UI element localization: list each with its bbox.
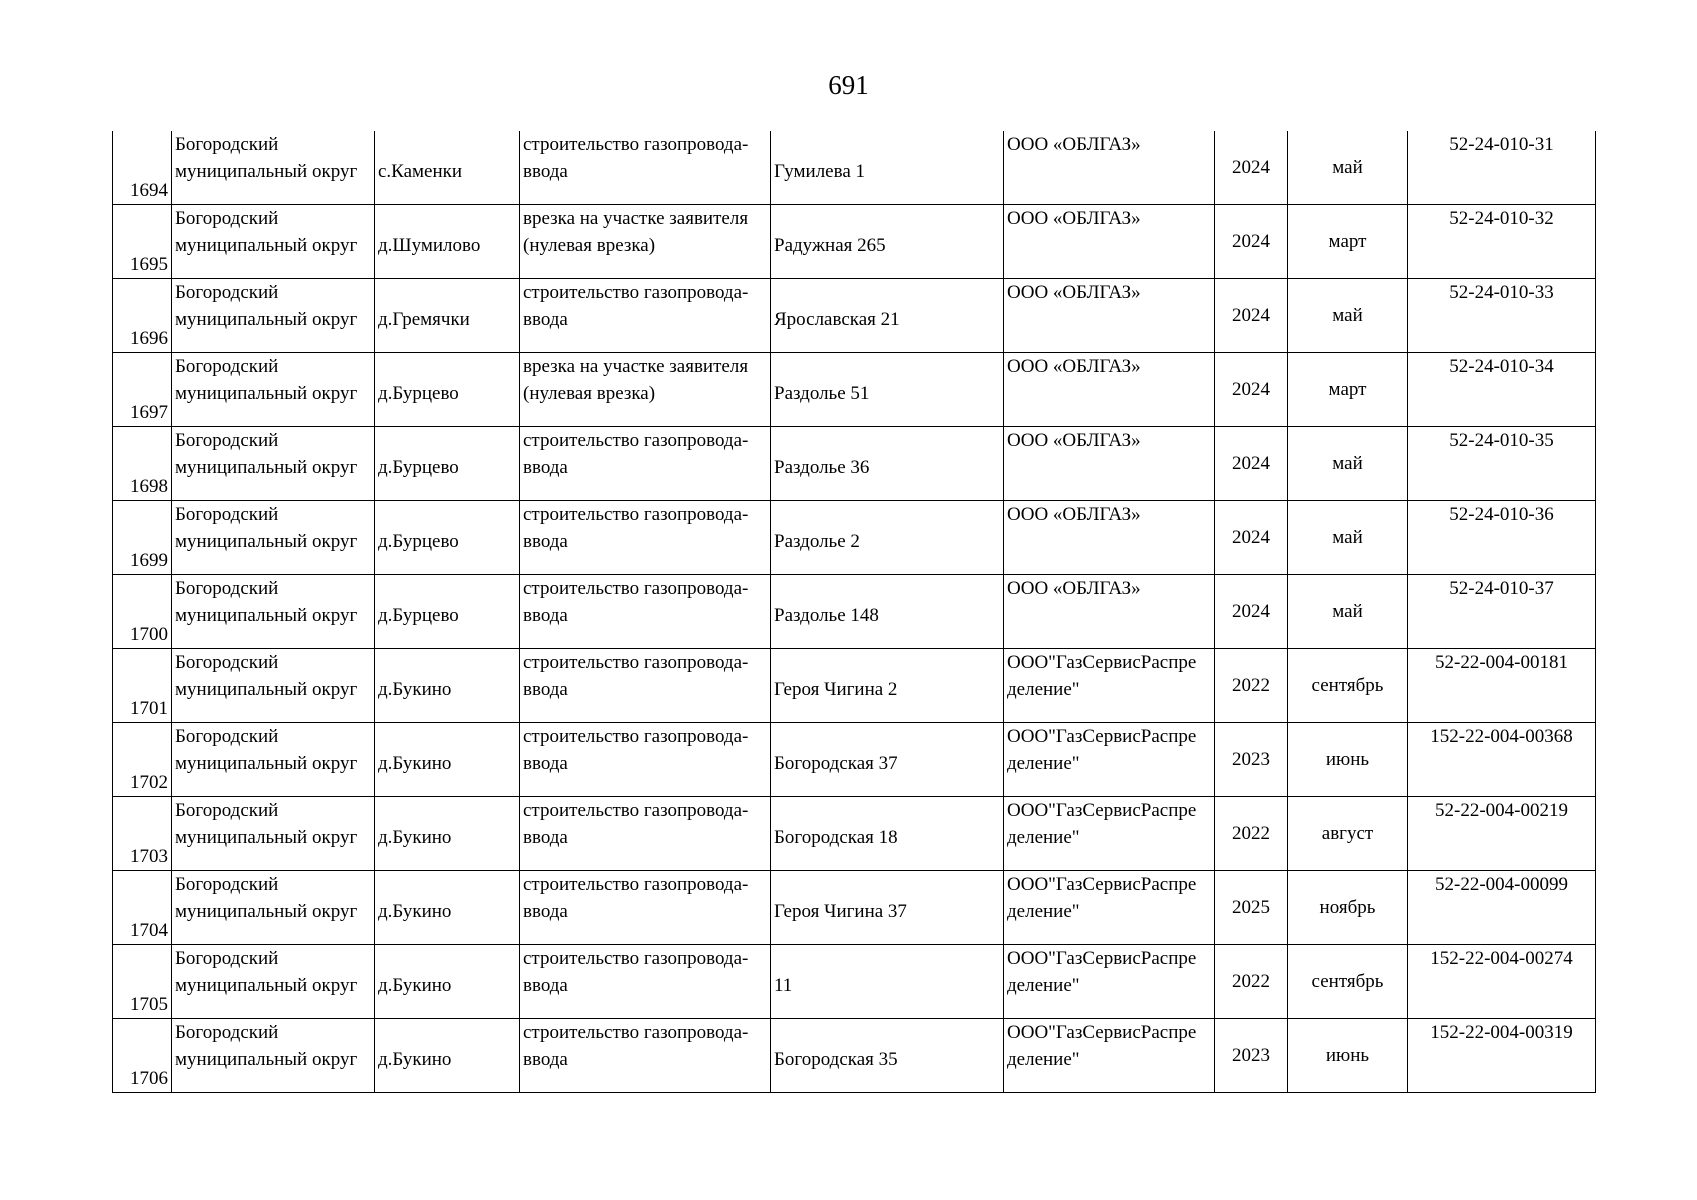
organization-cell — [1004, 649, 1215, 723]
settlement-spacer — [378, 871, 516, 898]
code-cell: 52-24-010-33 — [1408, 279, 1596, 353]
district-line-2: муниципальный округ — [175, 235, 358, 256]
address-cell — [771, 279, 1004, 353]
district-line-2: муниципальный округ — [175, 605, 358, 626]
address-spacer — [774, 353, 1000, 380]
district-line-1: Богородский — [175, 800, 279, 821]
work-type-line-1: строительство газопровода- — [523, 134, 749, 155]
work-type-line-1: строительство газопровода- — [523, 874, 749, 895]
district-cell — [172, 945, 375, 1019]
code-cell: 52-22-004-00099 — [1408, 871, 1596, 945]
settlement-cell — [375, 871, 520, 945]
work-type-line-2: ввода — [523, 827, 568, 848]
work-type-cell — [520, 353, 771, 427]
work-type-cell — [520, 131, 771, 205]
work-type-line-2: ввода — [523, 1049, 568, 1070]
address-text: Радужная 265 — [774, 235, 886, 256]
district-line-2: муниципальный округ — [175, 309, 358, 330]
row-number: 1699 — [113, 501, 172, 575]
address-cell — [771, 353, 1004, 427]
organization-line-1: ООО"ГазСервисРаспре — [1007, 1022, 1197, 1043]
district-line-1: Богородский — [175, 134, 279, 155]
work-type-cell — [520, 501, 771, 575]
month-cell: май — [1288, 575, 1408, 649]
work-type-cell — [520, 649, 771, 723]
settlement-cell — [375, 205, 520, 279]
district-cell — [172, 353, 375, 427]
table-row — [113, 501, 1596, 575]
code-cell: 152-22-004-00274 — [1408, 945, 1596, 1019]
work-type-line-1: строительство газопровода- — [523, 282, 749, 303]
settlement-cell — [375, 1019, 520, 1093]
year-cell: 2024 — [1215, 131, 1288, 205]
organization-line-2 — [1007, 232, 1211, 259]
address-text: Гумилева 1 — [774, 161, 866, 182]
district-line-2: муниципальный округ — [175, 901, 358, 922]
district-line-1: Богородский — [175, 874, 279, 895]
table-row — [113, 131, 1596, 205]
month-cell: март — [1288, 205, 1408, 279]
month-cell: сентябрь — [1288, 649, 1408, 723]
table-row — [113, 205, 1596, 279]
table-row — [113, 575, 1596, 649]
address-text: Раздолье 2 — [774, 531, 860, 552]
table-row — [113, 279, 1596, 353]
district-line-1: Богородский — [175, 578, 279, 599]
organization-line-2: деление" — [1007, 827, 1080, 848]
district-line-1: Богородский — [175, 504, 279, 525]
year-cell: 2023 — [1215, 1019, 1288, 1093]
settlement-text: д.Букино — [378, 753, 452, 774]
district-cell — [172, 427, 375, 501]
address-text: Богородская 37 — [774, 753, 898, 774]
district-cell — [172, 575, 375, 649]
settlement-text: д.Шумилово — [378, 235, 481, 256]
code-cell: 52-22-004-00219 — [1408, 797, 1596, 871]
year-cell: 2023 — [1215, 723, 1288, 797]
district-line-1: Богородский — [175, 282, 279, 303]
month-cell: май — [1288, 279, 1408, 353]
settlement-spacer — [378, 279, 516, 306]
organization-line-2: деление" — [1007, 1049, 1080, 1070]
row-number: 1701 — [113, 649, 172, 723]
organization-cell — [1004, 279, 1215, 353]
year-cell: 2024 — [1215, 205, 1288, 279]
address-spacer — [774, 501, 1000, 528]
district-line-1: Богородский — [175, 356, 279, 377]
work-type-line-1: строительство газопровода- — [523, 800, 749, 821]
table-row — [113, 945, 1596, 1019]
settlement-text: д.Бурцево — [378, 531, 459, 552]
address-cell — [771, 797, 1004, 871]
district-line-2: муниципальный округ — [175, 383, 358, 404]
work-type-cell — [520, 205, 771, 279]
settlement-cell — [375, 131, 520, 205]
address-text: Ярославская 21 — [774, 309, 900, 330]
settlement-cell — [375, 649, 520, 723]
district-line-1: Богородский — [175, 1022, 279, 1043]
row-number: 1702 — [113, 723, 172, 797]
organization-cell — [1004, 723, 1215, 797]
organization-cell — [1004, 205, 1215, 279]
settlement-cell — [375, 945, 520, 1019]
month-cell: ноябрь — [1288, 871, 1408, 945]
address-spacer — [774, 945, 1000, 972]
gas-connection-table — [112, 131, 1596, 1093]
settlement-text: д.Бурцево — [378, 383, 459, 404]
work-type-line-2: ввода — [523, 309, 568, 330]
district-cell — [172, 1019, 375, 1093]
table-row — [113, 427, 1596, 501]
organization-line-2: деление" — [1007, 753, 1080, 774]
work-type-line-1: строительство газопровода- — [523, 430, 749, 451]
row-number: 1703 — [113, 797, 172, 871]
address-spacer — [774, 1019, 1000, 1046]
organization-line-1: ООО «ОБЛГАЗ» — [1007, 430, 1141, 451]
work-type-line-1: врезка на участке заявителя — [523, 356, 749, 377]
settlement-cell — [375, 723, 520, 797]
code-cell: 152-22-004-00368 — [1408, 723, 1596, 797]
year-cell: 2022 — [1215, 797, 1288, 871]
work-type-line-2: ввода — [523, 457, 568, 478]
organization-line-1: ООО «ОБЛГАЗ» — [1007, 504, 1141, 525]
year-cell: 2024 — [1215, 575, 1288, 649]
row-number: 1694 — [113, 131, 172, 205]
district-line-1: Богородский — [175, 726, 279, 747]
organization-line-2 — [1007, 454, 1211, 481]
settlement-text: д.Букино — [378, 679, 452, 700]
settlement-text: д.Гремячки — [378, 309, 470, 330]
district-line-1: Богородский — [175, 652, 279, 673]
work-type-cell — [520, 871, 771, 945]
organization-line-1: ООО «ОБЛГАЗ» — [1007, 208, 1141, 229]
district-line-1: Богородский — [175, 948, 279, 969]
settlement-text: д.Букино — [378, 827, 452, 848]
work-type-line-1: строительство газопровода- — [523, 578, 749, 599]
settlement-spacer — [378, 353, 516, 380]
year-cell: 2024 — [1215, 279, 1288, 353]
work-type-cell — [520, 945, 771, 1019]
address-cell — [771, 427, 1004, 501]
row-number: 1700 — [113, 575, 172, 649]
organization-line-2: деление" — [1007, 679, 1080, 700]
work-type-line-2: (нулевая врезка) — [523, 235, 656, 256]
district-line-2: муниципальный округ — [175, 1049, 358, 1070]
table-body — [113, 131, 1596, 1093]
address-spacer — [774, 427, 1000, 454]
address-spacer — [774, 797, 1000, 824]
address-spacer — [774, 279, 1000, 306]
page-number: 691 — [828, 70, 869, 100]
work-type-line-2: ввода — [523, 679, 568, 700]
year-cell: 2024 — [1215, 353, 1288, 427]
work-type-line-1: строительство газопровода- — [523, 726, 749, 747]
row-number: 1697 — [113, 353, 172, 427]
work-type-cell — [520, 797, 771, 871]
row-number: 1706 — [113, 1019, 172, 1093]
district-cell — [172, 871, 375, 945]
address-spacer — [774, 723, 1000, 750]
settlement-cell — [375, 797, 520, 871]
organization-line-1: ООО"ГазСервисРаспре — [1007, 726, 1197, 747]
code-cell: 52-22-004-00181 — [1408, 649, 1596, 723]
organization-line-1: ООО «ОБЛГАЗ» — [1007, 134, 1141, 155]
work-type-line-1: строительство газопровода- — [523, 504, 749, 525]
organization-line-2: деление" — [1007, 975, 1080, 996]
month-cell: май — [1288, 131, 1408, 205]
address-text: Героя Чигина 37 — [774, 901, 907, 922]
settlement-spacer — [378, 1019, 516, 1046]
work-type-line-1: строительство газопровода- — [523, 1022, 749, 1043]
row-number: 1695 — [113, 205, 172, 279]
row-number: 1704 — [113, 871, 172, 945]
code-cell: 52-24-010-32 — [1408, 205, 1596, 279]
address-text: Раздолье 36 — [774, 457, 870, 478]
work-type-line-1: врезка на участке заявителя — [523, 208, 749, 229]
address-spacer — [774, 575, 1000, 602]
month-cell: июнь — [1288, 723, 1408, 797]
settlement-spacer — [378, 427, 516, 454]
code-cell: 52-24-010-31 — [1408, 131, 1596, 205]
organization-line-1: ООО «ОБЛГАЗ» — [1007, 282, 1141, 303]
settlement-spacer — [378, 723, 516, 750]
settlement-cell — [375, 575, 520, 649]
work-type-line-1: строительство газопровода- — [523, 948, 749, 969]
organization-cell — [1004, 871, 1215, 945]
row-number: 1705 — [113, 945, 172, 1019]
address-cell — [771, 1019, 1004, 1093]
work-type-cell — [520, 575, 771, 649]
organization-line-2 — [1007, 528, 1211, 555]
table-row — [113, 1019, 1596, 1093]
address-cell — [771, 575, 1004, 649]
organization-cell — [1004, 131, 1215, 205]
district-line-2: муниципальный округ — [175, 531, 358, 552]
address-text: Раздолье 51 — [774, 383, 870, 404]
month-cell: июнь — [1288, 1019, 1408, 1093]
district-line-2: муниципальный округ — [175, 753, 358, 774]
address-spacer — [774, 649, 1000, 676]
settlement-spacer — [378, 649, 516, 676]
table-row — [113, 797, 1596, 871]
address-text: Героя Чигина 2 — [774, 679, 898, 700]
district-cell — [172, 723, 375, 797]
month-cell: май — [1288, 427, 1408, 501]
address-cell — [771, 871, 1004, 945]
settlement-text: д.Бурцево — [378, 605, 459, 626]
code-cell: 52-24-010-35 — [1408, 427, 1596, 501]
organization-line-2 — [1007, 602, 1211, 629]
district-line-1: Богородский — [175, 208, 279, 229]
work-type-line-2: ввода — [523, 901, 568, 922]
address-text: Богородская 35 — [774, 1049, 898, 1070]
work-type-line-2: ввода — [523, 605, 568, 626]
settlement-text: д.Букино — [378, 975, 452, 996]
work-type-line-2: ввода — [523, 975, 568, 996]
settlement-cell — [375, 279, 520, 353]
address-cell — [771, 501, 1004, 575]
settlement-cell — [375, 353, 520, 427]
organization-line-2 — [1007, 306, 1211, 333]
settlement-spacer — [378, 945, 516, 972]
organization-line-1: ООО «ОБЛГАЗ» — [1007, 356, 1141, 377]
month-cell: май — [1288, 501, 1408, 575]
year-cell: 2024 — [1215, 501, 1288, 575]
work-type-line-2: (нулевая врезка) — [523, 383, 656, 404]
work-type-line-2: ввода — [523, 531, 568, 552]
organization-cell — [1004, 797, 1215, 871]
settlement-text: с.Каменки — [378, 161, 463, 182]
table-row — [113, 871, 1596, 945]
month-cell: март — [1288, 353, 1408, 427]
address-cell — [771, 945, 1004, 1019]
settlement-spacer — [378, 501, 516, 528]
organization-line-2 — [1007, 380, 1211, 407]
work-type-cell — [520, 279, 771, 353]
district-line-2: муниципальный округ — [175, 827, 358, 848]
district-cell — [172, 501, 375, 575]
district-cell — [172, 797, 375, 871]
settlement-cell — [375, 427, 520, 501]
settlement-text: д.Букино — [378, 901, 452, 922]
organization-cell — [1004, 353, 1215, 427]
code-cell: 52-24-010-36 — [1408, 501, 1596, 575]
address-cell — [771, 205, 1004, 279]
organization-cell — [1004, 945, 1215, 1019]
code-cell: 52-24-010-34 — [1408, 353, 1596, 427]
year-cell: 2022 — [1215, 649, 1288, 723]
district-line-2: муниципальный округ — [175, 161, 358, 182]
month-cell: август — [1288, 797, 1408, 871]
month-cell: сентябрь — [1288, 945, 1408, 1019]
organization-cell — [1004, 501, 1215, 575]
settlement-text: д.Букино — [378, 1049, 452, 1070]
organization-line-1: ООО"ГазСервисРаспре — [1007, 800, 1197, 821]
organization-cell — [1004, 575, 1215, 649]
row-number: 1698 — [113, 427, 172, 501]
work-type-cell — [520, 427, 771, 501]
address-text: 11 — [774, 975, 793, 996]
settlement-spacer — [378, 131, 516, 158]
district-line-2: муниципальный округ — [175, 457, 358, 478]
organization-line-2 — [1007, 158, 1211, 185]
organization-line-1: ООО «ОБЛГАЗ» — [1007, 578, 1141, 599]
year-cell: 2024 — [1215, 427, 1288, 501]
row-number: 1696 — [113, 279, 172, 353]
address-text: Богородская 18 — [774, 827, 898, 848]
organization-line-1: ООО"ГазСервисРаспре — [1007, 652, 1197, 673]
code-cell: 52-24-010-37 — [1408, 575, 1596, 649]
work-type-line-2: ввода — [523, 753, 568, 774]
district-cell — [172, 279, 375, 353]
address-spacer — [774, 131, 1000, 158]
address-cell — [771, 649, 1004, 723]
address-spacer — [774, 871, 1000, 898]
settlement-cell — [375, 501, 520, 575]
year-cell: 2022 — [1215, 945, 1288, 1019]
organization-line-1: ООО"ГазСервисРаспре — [1007, 948, 1197, 969]
district-line-2: муниципальный округ — [175, 679, 358, 700]
settlement-spacer — [378, 797, 516, 824]
address-text: Раздолье 148 — [774, 605, 879, 626]
organization-cell — [1004, 1019, 1215, 1093]
year-cell: 2025 — [1215, 871, 1288, 945]
code-cell: 152-22-004-00319 — [1408, 1019, 1596, 1093]
settlement-spacer — [378, 205, 516, 232]
organization-cell — [1004, 427, 1215, 501]
table-row — [113, 353, 1596, 427]
settlement-spacer — [378, 575, 516, 602]
organization-line-1: ООО"ГазСервисРаспре — [1007, 874, 1197, 895]
district-line-2: муниципальный округ — [175, 975, 358, 996]
table-row — [113, 723, 1596, 797]
address-cell — [771, 131, 1004, 205]
address-cell — [771, 723, 1004, 797]
work-type-cell — [520, 723, 771, 797]
district-line-1: Богородский — [175, 430, 279, 451]
work-type-cell — [520, 1019, 771, 1093]
work-type-line-2: ввода — [523, 161, 568, 182]
work-type-line-1: строительство газопровода- — [523, 652, 749, 673]
district-cell — [172, 649, 375, 723]
district-cell — [172, 131, 375, 205]
settlement-text: д.Бурцево — [378, 457, 459, 478]
organization-line-2: деление" — [1007, 901, 1080, 922]
address-spacer — [774, 205, 1000, 232]
district-cell — [172, 205, 375, 279]
table-row — [113, 649, 1596, 723]
